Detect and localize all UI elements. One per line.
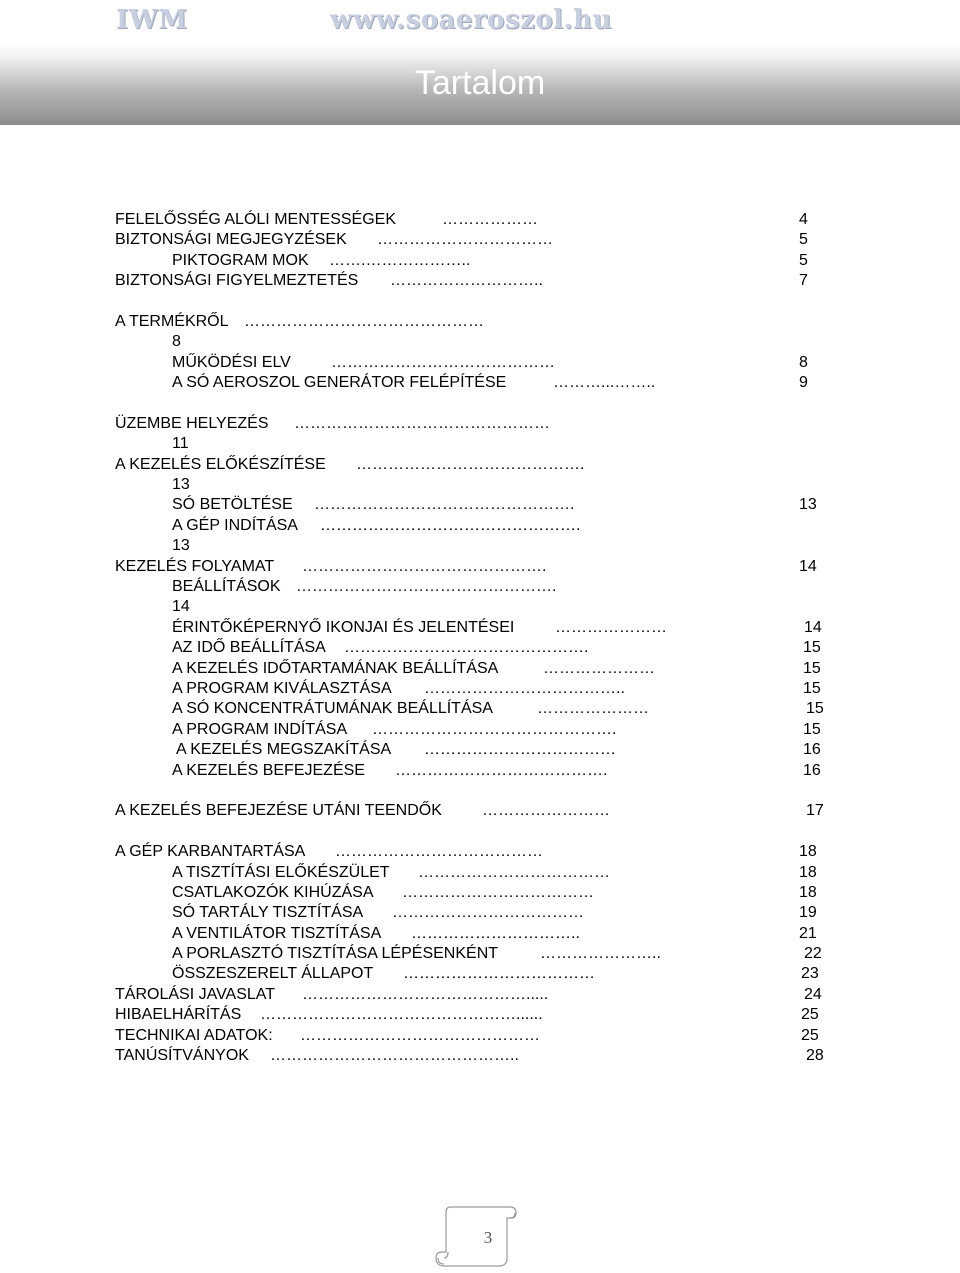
toc-entry-page: 15	[803, 659, 821, 677]
toc-entry[interactable]	[0, 883, 960, 903]
toc-entry-label: PIKTOGRAM MOK	[172, 251, 309, 269]
toc-entry-page: 25	[801, 1026, 819, 1044]
toc-entry-page: 17	[806, 802, 824, 820]
toc-entry[interactable]	[0, 557, 960, 577]
toc-entry-dots: ………………………………………….	[320, 516, 581, 534]
toc-entry[interactable]	[0, 761, 960, 781]
toc-entry-label: A KEZELÉS ELŐKÉSZÍTÉSE	[115, 455, 326, 473]
toc-entry[interactable]	[0, 720, 960, 740]
toc-entry[interactable]	[0, 353, 960, 373]
toc-entry-page: 15	[803, 639, 821, 657]
toc-entry-page: 21	[799, 924, 817, 942]
toc-entry-label: BIZTONSÁGI MEGJEGYZÉSEK	[115, 231, 347, 249]
toc-entry-label: ÜZEMBE HELYEZÉS	[115, 414, 269, 432]
toc-entry-label: A KEZELÉS BEFEJEZÉSE	[172, 761, 365, 779]
toc-entry-dots: ……………………………………….	[344, 639, 589, 657]
toc-entry[interactable]	[0, 455, 960, 475]
toc-entry-page: 14	[172, 598, 190, 616]
toc-entry-dots: ………………………………..	[424, 679, 625, 697]
toc-entry[interactable]	[0, 373, 960, 393]
toc-entry-dots: …………………..	[540, 945, 661, 963]
toc-entry-page: 8	[799, 353, 808, 371]
toc-entry-dots: ………………………………………	[244, 312, 484, 330]
toc-entry-page: 9	[799, 374, 808, 392]
toc-entry-dots: …………………………………….....	[302, 985, 549, 1003]
toc-entry-page: 13	[799, 496, 817, 514]
toc-entry-dots: ………………………………	[424, 741, 616, 759]
toc-entry-page: 18	[799, 843, 817, 861]
toc-entry[interactable]	[0, 842, 960, 862]
toc-entry-label: A TERMÉKRŐL	[115, 312, 229, 330]
toc-entry-label: TANÚSÍTVÁNYOK	[115, 1047, 249, 1065]
toc-entry-dots: …………………………..	[411, 924, 580, 942]
toc-entry-dots: ………………………………………….	[296, 578, 557, 596]
toc-entry-dots: ………...……..	[553, 374, 656, 392]
toc-entry-page: 15	[803, 720, 821, 738]
toc-entry-page: 18	[799, 863, 817, 881]
toc-entry[interactable]	[0, 1005, 960, 1025]
toc-entry[interactable]	[0, 230, 960, 250]
toc-entry[interactable]	[0, 903, 960, 923]
toc-entry-dots: …………………	[543, 659, 655, 677]
toc-entry-label: FELELŐSSÉG ALÓLI MENTESSÉGEK	[115, 211, 396, 228]
toc-entry-page: 5	[799, 251, 808, 269]
toc-entry-dots: ……………………………………….	[372, 720, 617, 738]
toc-entry-page: 8	[172, 333, 181, 351]
toc-entry-page: 22	[804, 945, 822, 963]
toc-entry-continuation	[0, 597, 960, 617]
toc-entry[interactable]	[0, 740, 960, 760]
toc-entry[interactable]	[0, 271, 960, 291]
toc-entry-dots: ………………………………	[392, 904, 584, 922]
toc-entry[interactable]	[0, 495, 960, 515]
toc-entry-dots: …………………………………….	[356, 455, 585, 473]
toc-entry-label: A KEZELÉS IDŐTARTAMÁNAK BEÁLLÍTÁSA	[172, 659, 499, 677]
toc-entry-label: KEZELÉS FOLYAMAT	[115, 557, 275, 575]
toc-entry-label: A TISZTÍTÁSI ELŐKÉSZÜLET	[172, 863, 390, 881]
title-banner	[0, 44, 960, 125]
toc-entry[interactable]	[0, 1046, 960, 1066]
toc-entry-label: A GÉP KARBANTARTÁSA	[115, 843, 306, 861]
toc-entry-page: 5	[799, 231, 808, 249]
toc-entry[interactable]	[0, 414, 960, 434]
toc-entry-page: 14	[799, 557, 817, 575]
toc-entry-page: 13	[172, 537, 190, 555]
toc-entry-dots: …………………………………………	[294, 414, 550, 432]
page-header	[0, 0, 960, 44]
toc-entry-dots: …………………	[537, 700, 649, 718]
toc-entry[interactable]	[0, 944, 960, 964]
toc-entry-label: A KEZELÉS BEFEJEZÉSE UTÁNI TEENDŐK	[115, 802, 442, 820]
toc-entry[interactable]	[0, 985, 960, 1005]
toc-entry[interactable]	[0, 251, 960, 271]
toc-entry-dots: ………………………………………….	[314, 496, 575, 514]
toc-entry[interactable]	[0, 1026, 960, 1046]
toc-entry[interactable]	[0, 679, 960, 699]
toc-entry-page: 13	[172, 476, 190, 494]
toc-entry[interactable]	[0, 516, 960, 536]
toc-entry-dots: ……………………………………	[331, 353, 555, 371]
toc-entry-page: 18	[799, 883, 817, 901]
toc-entry-label: HIBAELHÁRÍTÁS	[115, 1006, 242, 1024]
toc-entry-label: SÓ BETÖLTÉSE	[172, 496, 293, 514]
toc-entry[interactable]	[0, 577, 960, 597]
toc-entry-label: ÖSSZESZERELT ÁLLAPOT	[172, 965, 374, 983]
toc-entry-label: A PROGRAM KIVÁLASZTÁSA	[172, 679, 392, 697]
toc-entry-label: A PROGRAM INDÍTÁSA	[172, 720, 348, 738]
toc-entry-dots: ………………………..	[390, 272, 543, 290]
toc-entry-label: AZ IDŐ BEÁLLÍTÁSA	[172, 639, 326, 657]
toc-entry-dots: ………………………………	[403, 965, 595, 983]
toc-entry[interactable]	[0, 801, 960, 821]
toc-entry-dots: ………………	[442, 211, 538, 228]
toc-entry-page: 7	[799, 272, 808, 290]
toc-entry-page: 16	[803, 761, 821, 779]
toc-entry[interactable]	[0, 699, 960, 719]
toc-entry-dots: …………………	[555, 618, 667, 636]
brand-logo: IWM	[116, 5, 188, 35]
toc-entry-label: BEÁLLÍTÁSOK	[172, 578, 281, 596]
toc-entry[interactable]	[0, 659, 960, 679]
toc-entry-continuation	[0, 332, 960, 352]
toc-entry-dots: ………………………………	[418, 863, 610, 881]
toc-entry-dots: ………………………………	[402, 883, 594, 901]
toc-entry-label: BIZTONSÁGI FIGYELMEZTETÉS	[115, 272, 359, 290]
toc-entry-dots: ……………………	[482, 802, 610, 820]
toc-entry-label: A VENTILÁTOR TISZTÍTÁSA	[172, 924, 382, 942]
toc-entry-label: A PORLASZTÓ TISZTÍTÁSA LÉPÉSENKÉNT	[172, 945, 499, 963]
toc-entry[interactable]	[0, 863, 960, 883]
toc-entry-label: SÓ TARTÁLY TISZTÍTÁSA	[172, 904, 364, 922]
toc-entry-label: A GÉP INDÍTÁSA	[172, 516, 298, 534]
toc-entry[interactable]	[0, 964, 960, 984]
toc-entry-dots: ………………………………………	[300, 1026, 540, 1044]
page-title: Tartalom	[414, 64, 546, 102]
toc-entry-label: CSATLAKOZÓK KIHÚZÁSA	[172, 883, 374, 901]
toc-entry-dots: …………………………………………......	[260, 1006, 543, 1024]
toc-entry-dots: ………………………………………..	[270, 1047, 519, 1065]
toc-entry-page: 25	[801, 1006, 819, 1024]
toc-entry-label: A SÓ AEROSZOL GENERÁTOR FELÉPÍTÉSE	[172, 374, 507, 392]
toc-entry-page: 15	[803, 679, 821, 697]
toc-entry-label: A SÓ KONCENTRÁTUMÁNAK BEÁLLÍTÁSA	[172, 700, 493, 718]
toc-entry-dots: ……………………………………….	[302, 557, 547, 575]
toc-entry-dots: ……………………………	[377, 231, 553, 249]
toc-entry[interactable]	[0, 312, 960, 332]
toc-entry-label: ÉRINTŐKÉPERNYŐ IKONJAI ÉS JELENTÉSEI	[172, 618, 515, 636]
toc-entry-label: TECHNIKAI ADATOK:	[115, 1026, 273, 1044]
toc-entry-continuation	[0, 536, 960, 556]
page-number: 3	[483, 1228, 493, 1247]
toc-entry[interactable]	[0, 924, 960, 944]
toc-entry-page: 11	[172, 435, 189, 453]
toc-entry-page: 24	[804, 985, 822, 1003]
toc-entry-page: 23	[801, 965, 819, 983]
toc-entry-label: MŰKÖDÉSI ELV	[172, 353, 291, 371]
toc-entry-dots: …….………………..	[329, 251, 471, 269]
toc-entry-page: 16	[803, 741, 821, 759]
toc-entry-continuation	[0, 475, 960, 495]
toc-entry[interactable]	[0, 210, 960, 230]
toc-entry-page: 4	[799, 211, 808, 228]
toc-entry-dots: ………………………………….	[395, 761, 608, 779]
toc-entry-label: A KEZELÉS MEGSZAKÍTÁSA	[176, 741, 392, 759]
toc-entry-dots: …………………………………	[335, 843, 543, 861]
toc-entry[interactable]	[0, 638, 960, 658]
table-of-contents	[0, 210, 960, 1066]
toc-entry-page: 14	[804, 618, 822, 636]
toc-entry-page: 15	[806, 700, 824, 718]
toc-entry-page: 28	[806, 1047, 824, 1065]
website-link[interactable]: www.soaeroszol.hu	[330, 5, 612, 35]
toc-entry-label: TÁROLÁSI JAVASLAT	[115, 985, 276, 1003]
toc-entry[interactable]	[0, 618, 960, 638]
toc-entry-continuation	[0, 434, 960, 454]
toc-entry-page: 19	[799, 904, 817, 922]
